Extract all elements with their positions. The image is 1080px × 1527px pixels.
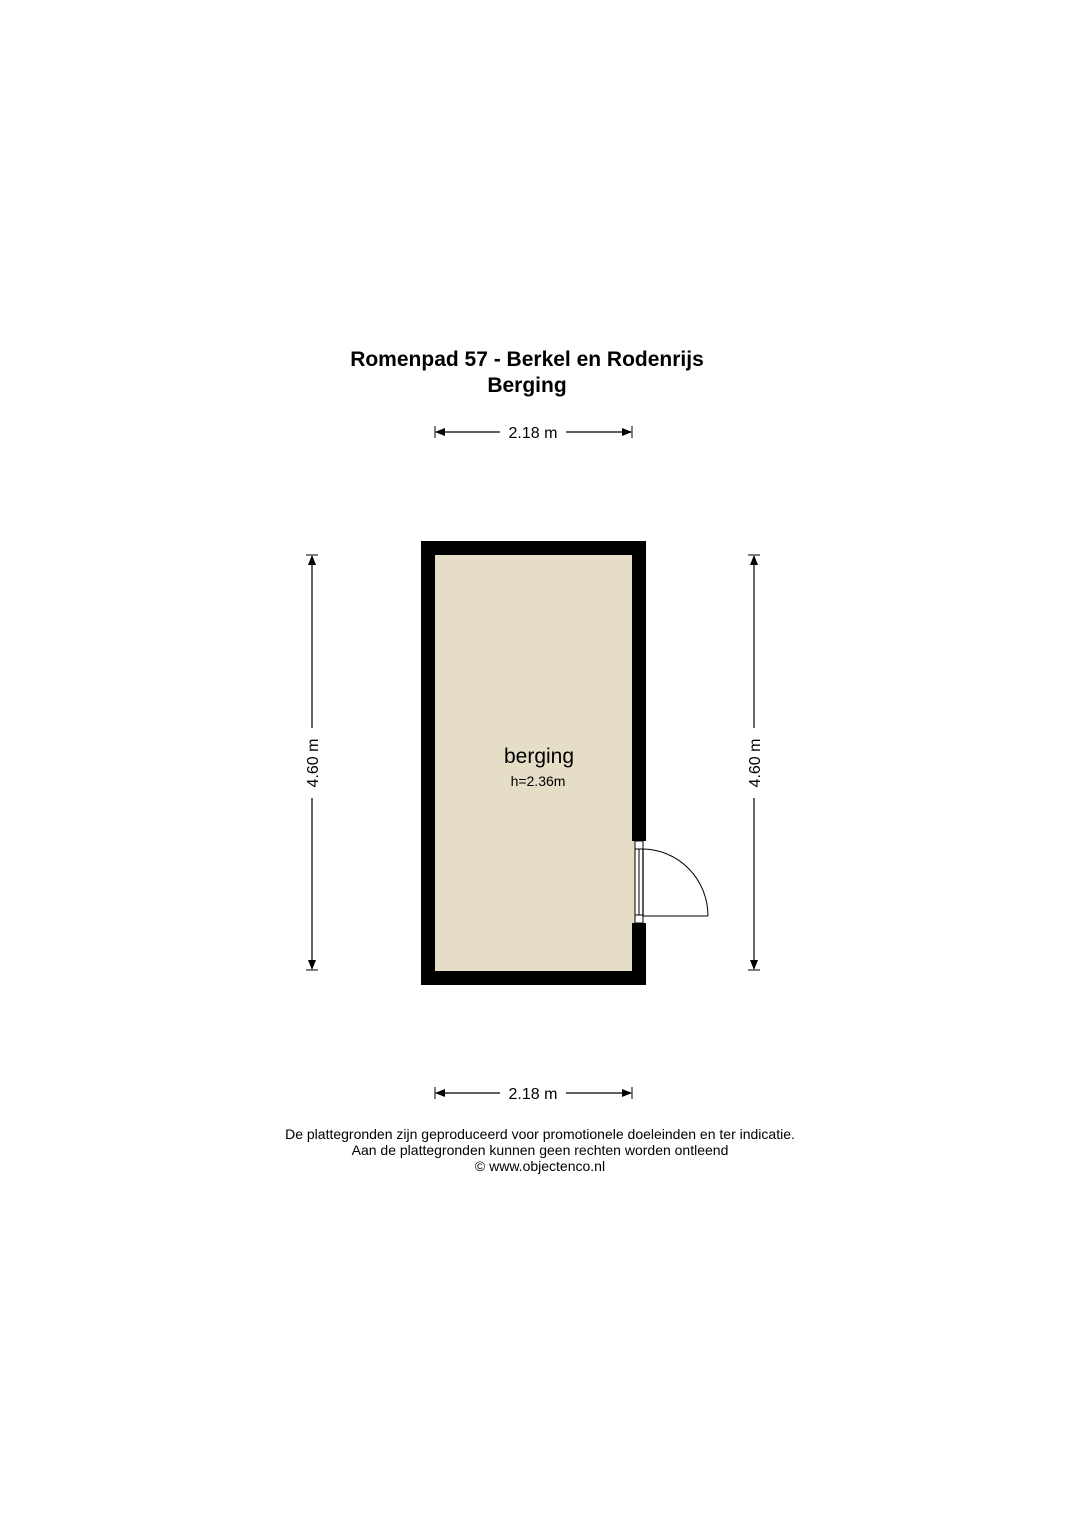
room-height: h=2.36m (510, 773, 566, 789)
disclaimer-line-1: De plattegronden zijn geproduceerd voor promotionele doeleinden en ter indicatie. (285, 1126, 795, 1142)
room-name: berging (503, 745, 575, 768)
top-width-label: 2.18 m (508, 425, 558, 442)
right-height-dimension (747, 555, 764, 970)
plan-subtitle: Berging (487, 374, 567, 397)
plan-title: Romenpad 57 - Berkel en Rodenrijs (350, 348, 704, 371)
bottom-width-dimension (435, 1086, 632, 1103)
right-height-label: 4.60 m (747, 738, 764, 788)
left-height-label: 4.60 m (305, 738, 322, 788)
copyright-link[interactable]: © www.objectenco.nl (474, 1158, 606, 1174)
disclaimer-line-2: Aan de plattegronden kunnen geen rechten worden ontleend (351, 1142, 729, 1158)
door (635, 841, 708, 923)
top-width-dimension (435, 425, 632, 442)
bottom-width-label: 2.18 m (508, 1086, 558, 1103)
left-height-dimension (305, 555, 322, 970)
